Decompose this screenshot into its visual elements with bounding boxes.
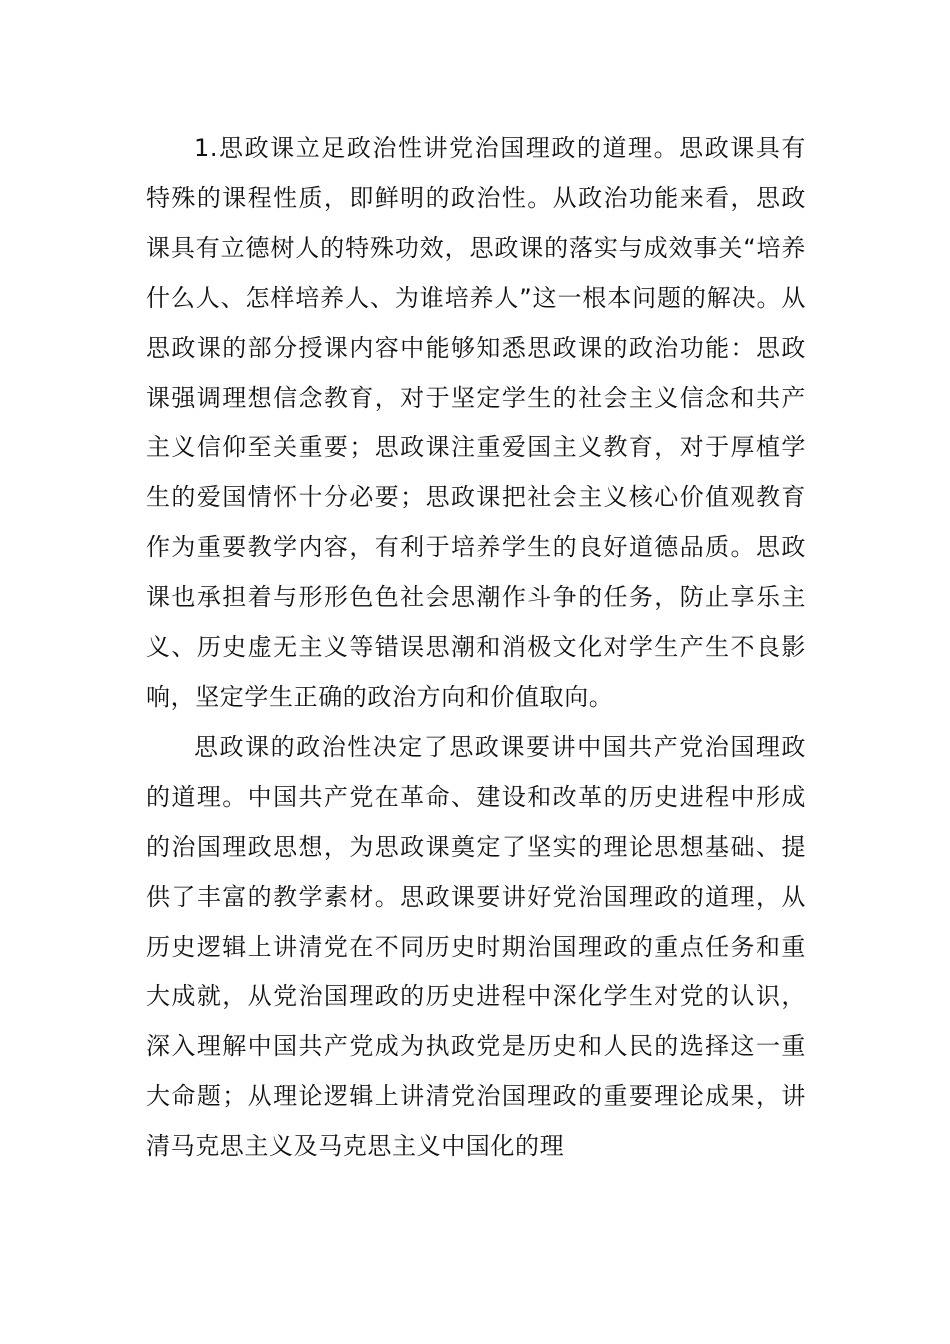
document-body <box>146 124 806 1172</box>
paragraph-2: 思政课的政治性决定了思政课要讲中国共产党治国理政的道理。中国共产党在革命、建设和改革的历史进程中形成的治国理政思想，为思政课奠定了坚实的理论思想基础、提供了丰富的教学素材。思政课要讲好党治国理政的道理，从历史逻辑上讲清党在不同历史时期治国理政的重点任务和重大成就，从党治国理政的历史进程中深化学生对党的认识，深入理解中国共产党成为执政党是历史和人民的选择这一重大命题；从理论逻辑上讲清党治国理政的重要理论成果，讲清马克思主义及马克思主义中国化的理 <box>146 732 806 1161</box>
paragraph-1: 1.思政课立足政治性讲党治国理政的道理。思政课具有特殊的课程性质，即鲜明的政治性。从政治功能来看，思政课具有立德树人的特殊功效，思政课的落实与成效事关“培养什么人、怎样培养人、为谁培养人”这一根本问题的解决。从思政课的部分授课内容中能够知悉思政课的政治功能：思政课强调理想信念教育，对于坚定学生的社会主义信念和共产主义信仰至关重要；思政课注重爱国主义教育，对于厚植学生的爱国情怀十分必要；思政课把社会主义核心价值观教育作为重要教学内容，有利于培养学生的良好道德品质。思政课也承担着与形形色色社会思潮作斗争的任务，防止享乐主义、历史虚无主义等错误思潮和消极文化对学生产生不良影响，坚定学生正确的政治方向和价值取向。 <box>146 134 806 711</box>
